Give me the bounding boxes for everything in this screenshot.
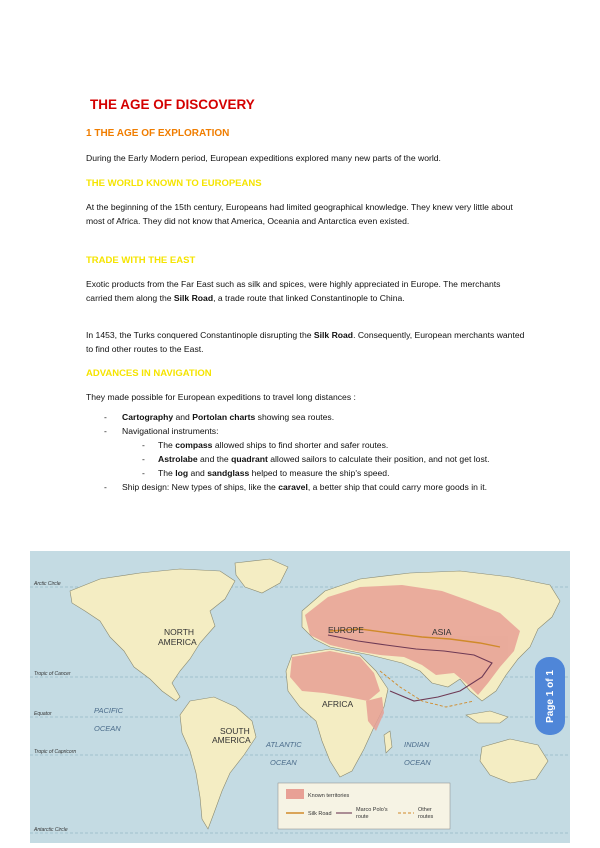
legend-silk-label: Silk Road — [308, 811, 332, 817]
section-heading: 1 THE AGE OF EXPLORATION — [86, 128, 230, 139]
intro-paragraph: During the Early Modern period, European expeditions explored many new parts of the world. — [86, 153, 441, 163]
tropic-cancer-label: Tropic of Cancer — [34, 671, 71, 677]
legend-polo-label-1: Marco Polo's — [356, 807, 388, 813]
legend-other-label-1: Other — [418, 807, 432, 813]
list-item: - Astrolabe and the quadrant allowed sailors to calculate their position, and not get lost. — [86, 452, 526, 466]
subheading-navigation: ADVANCES IN NAVIGATION — [86, 368, 212, 379]
list-item: - Cartography and Portolan charts showing sea routes. — [86, 410, 526, 424]
list-item: - Ship design: New types of ships, like the caravel, a better ship that could carry more goods in it. — [86, 480, 526, 494]
atlantic-ocean-label-2: OCEAN — [270, 758, 297, 767]
page-indicator-badge[interactable] — [535, 657, 565, 735]
indian-ocean-label-1: INDIAN — [404, 740, 430, 749]
trade-paragraph-1: Exotic products from the Far East such as silk and spices, were highly appreciated in Europe. The merchants carried them along the Silk Road, a trade route that linked Constantinople to China. — [86, 279, 501, 303]
navigation-paragraph: They made possible for European expeditions to travel long distances : — [86, 392, 356, 402]
pacific-ocean-label-1: PACIFIC — [94, 706, 124, 715]
pacific-ocean-label-2: OCEAN — [94, 724, 121, 733]
world-map — [30, 551, 570, 843]
list-item: - Navigational instruments: — [86, 424, 526, 438]
known-world-paragraph: At the beginning of the 15th century, Europeans had limited geographical knowledge. They knew very little about most of Africa. They did not know that America, Oceania and Antarctica even existed. — [86, 202, 513, 226]
equator-label: Equator — [34, 711, 52, 717]
trade-paragraph-2: In 1453, the Turks conquered Constantinople disrupting the Silk Road. Consequently, European merchants wanted to find other routes to the East. — [86, 330, 525, 354]
south-america-label-2: AMERICA — [212, 735, 251, 745]
africa-label: AFRICA — [322, 699, 354, 709]
subheading-known-world: THE WORLD KNOWN TO EUROPEANS — [86, 178, 262, 189]
map-legend — [278, 783, 450, 829]
tropic-capricorn-label: Tropic of Capricorn — [34, 749, 77, 755]
europe-label: EUROPE — [328, 625, 364, 635]
atlantic-ocean-label-1: ATLANTIC — [266, 740, 302, 749]
legend-polo-label-2: route — [356, 814, 369, 820]
legend-known-swatch — [286, 789, 304, 799]
north-america-label-2: AMERICA — [158, 637, 197, 647]
page-indicator-label: Page 1 of 1 — [544, 669, 556, 723]
north-america-label-1: NORTH — [164, 627, 195, 637]
indian-ocean-label-2: OCEAN — [404, 758, 431, 767]
navigation-list — [86, 410, 526, 494]
south-america-label-1: SOUTH — [220, 726, 250, 736]
list-item: - The compass allowed ships to find shorter and safer routes. — [86, 438, 526, 452]
page-title: THE AGE OF DISCOVERY — [90, 97, 255, 112]
arctic-circle-label: Arctic Circle — [34, 581, 61, 587]
legend-known-label: Known territories — [308, 793, 350, 799]
legend-other-label-2: routes — [418, 814, 434, 820]
antarctic-circle-label: Antarctic Circle — [34, 827, 68, 833]
list-item: - The log and sandglass helped to measure the ship's speed. — [86, 466, 526, 480]
asia-label: ASIA — [432, 627, 452, 637]
subheading-trade: TRADE WITH THE EAST — [86, 255, 196, 266]
